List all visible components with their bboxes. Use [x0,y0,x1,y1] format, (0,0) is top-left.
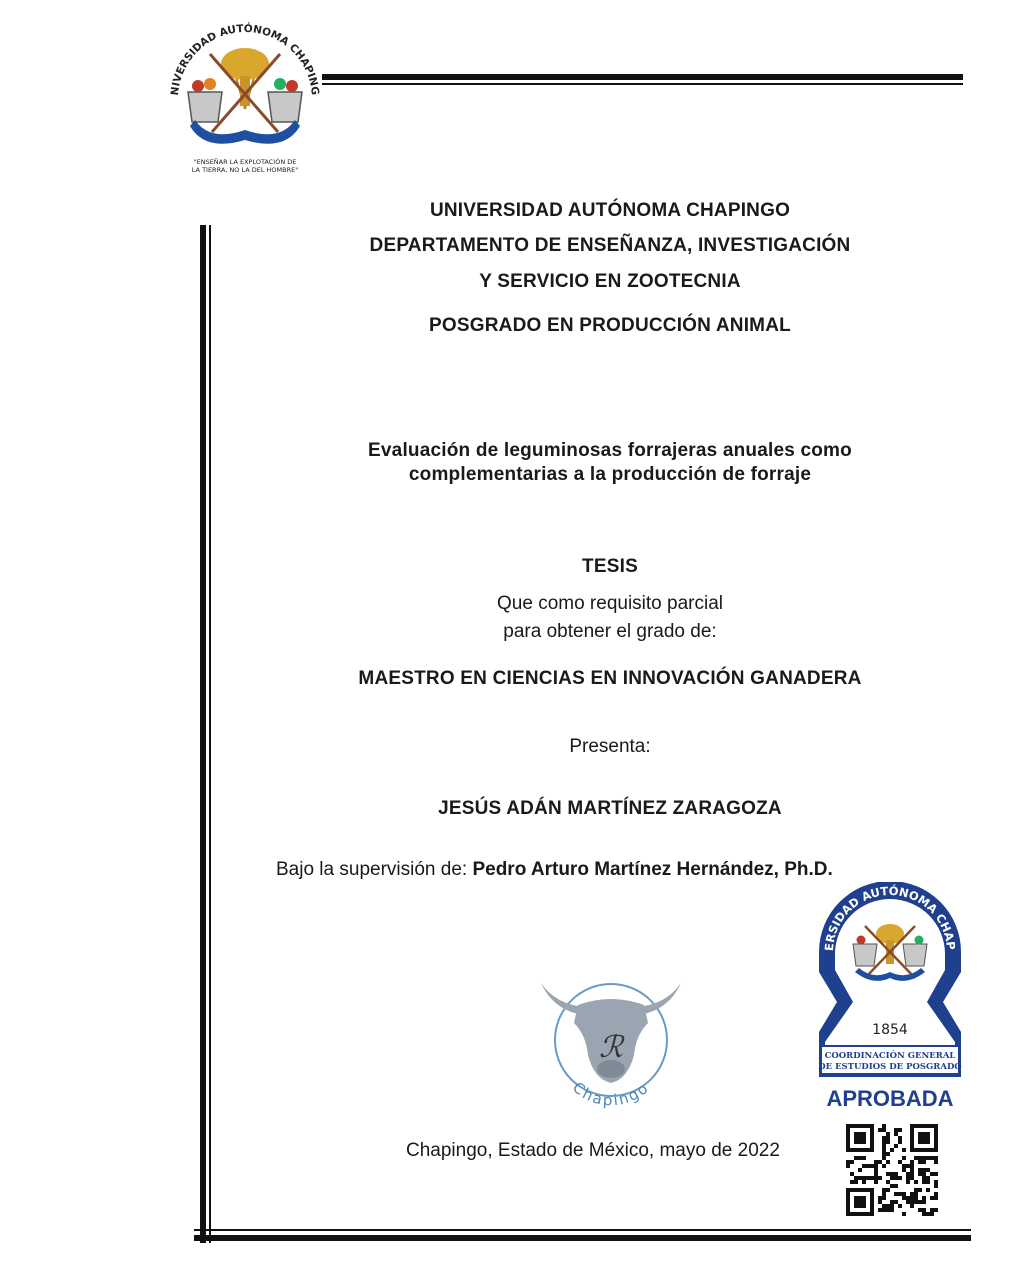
university-logo-icon [160,14,330,176]
supervisor-name: Pedro Arturo Martínez Hernández, Ph.D. [472,859,833,880]
bottom-frame-line-thin [194,1229,971,1231]
seal-box-line2: DE ESTUDIOS DE POSGRADO [818,1062,962,1072]
supervision-line [276,859,833,881]
left-frame-line-thin [209,225,211,1243]
bottom-frame-line [194,1235,971,1241]
institution-line2: DEPARTAMENTO DE ENSEÑANZA, INVESTIGACIÓN [369,235,851,256]
requirement-line1: Que como requisito parcial [497,593,723,614]
degree-title: MAESTRO EN CIENCIAS EN INNOVACIÓN GANADERA [358,668,862,689]
bull-logo-icon [536,975,686,1110]
left-frame-line [200,225,206,1243]
thesis-title-line2: complementarias a la producción de forraje [408,464,812,485]
bull-logo-text: Chapingo [569,1078,653,1110]
top-frame-line [322,74,963,80]
requirement-line2: para obtener el grado de: [503,621,717,642]
top-frame-line-thin [322,83,963,85]
logo-motto-line2: LA TIERRA, NO LA DEL HOMBRE" [191,166,299,174]
qr-code-icon [846,1124,938,1216]
institution-line3: Y SERVICIO EN ZOOTECNIA [479,271,741,292]
thesis-title-line1: Evaluación de leguminosas forrajeras anuales como [368,440,852,461]
logo-arc-text: NIVERSIDAD AUTÓNOMA CHAPING [168,22,321,97]
seal-arc-text: ERSIDAD AUTÓNOMA CHAP [821,883,959,952]
author-name: JESÚS ADÁN MARTÍNEZ ZARAGOZA [438,798,782,819]
thesis-type: TESIS [582,556,638,577]
svg-text:ℛ: ℛ [599,1030,623,1065]
place-date: Chapingo, Estado de México, mayo de 2022 [406,1140,780,1161]
presents-label: Presenta: [569,736,651,757]
institution-line1: UNIVERSIDAD AUTÓNOMA CHAPINGO [429,200,791,221]
logo-motto-line1: "ENSEÑAR LA EXPLOTACIÓN DE [193,158,297,166]
supervision-label: Bajo la supervisión de: [276,859,468,880]
seal-year: 1854 [872,1022,908,1038]
seal-status: APROBADA [826,1086,954,1110]
approval-seal-icon [815,882,965,1110]
seal-box-line1: COORDINACIÓN GENERAL [824,1051,956,1061]
program-title: POSGRADO EN PRODUCCIÓN ANIMAL [429,315,791,336]
